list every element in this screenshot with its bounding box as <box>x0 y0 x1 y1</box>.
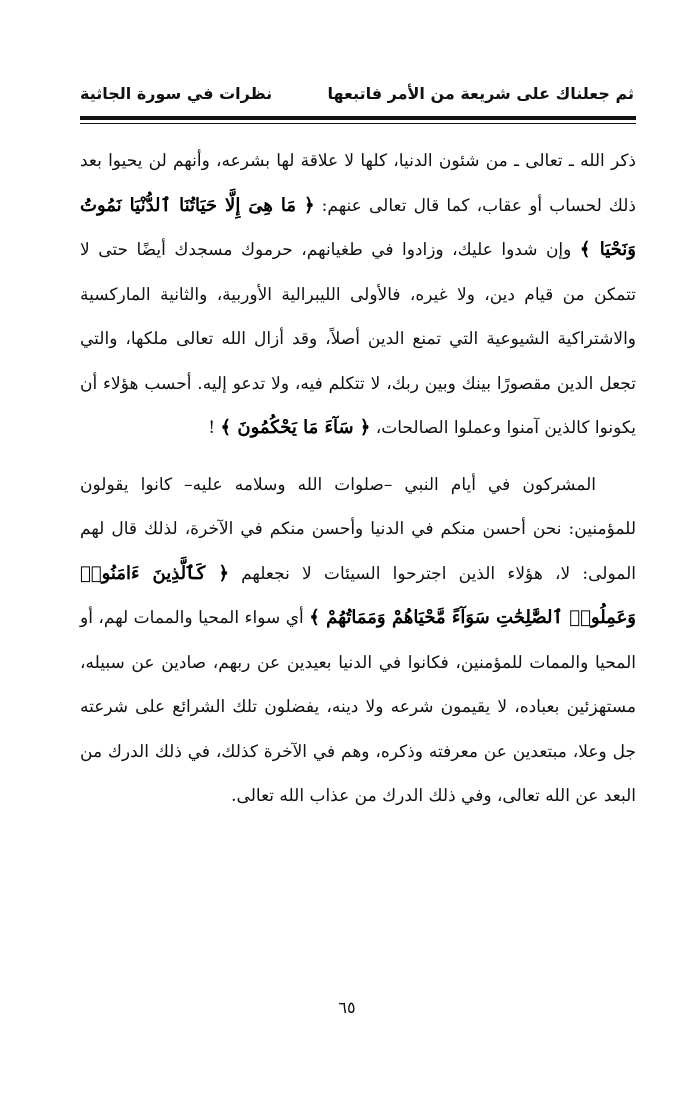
quran-verse: ﴿ مَا هِىَ إِلَّا حَيَاتُنَا ٱلدُّنْيَا نَمُوتُ وَنَحْيَا ﴾ <box>80 194 636 260</box>
header-rule-thick <box>80 116 636 120</box>
text-segment: ذكر الله ـ تعالى ـ من شئون الدنيا، كلها لا علاقة لها بشرعه، وأنهم لن يحيوا بعد ذلك لحساب أو عقاب، كما قال تعالى عنهم: <box>80 151 636 216</box>
chapter-title: ثم جعلناك على شريعة من الأمر فاتبعها <box>327 84 634 103</box>
text-segment: المشركون في أيام النبي –صلوات الله وسلامه عليه– كانوا يقولون للمؤمنين: نحن أحسن منكم في الدنيا وأحسن منكم في الآخرة، لذلك قال لهم المولى: لا، هؤلاء الذين اجترحوا السيئات لا نجعلهم <box>80 474 636 584</box>
paragraph-2 <box>80 463 636 819</box>
book-title: نظرات في سورة الجاثية <box>80 84 273 103</box>
paragraph-1 <box>80 139 636 451</box>
text-segment: وإن شدوا عليك، وزادوا في طغيانهم، حرموك مسجدك أيضًا حتى لا تتمكن من قيام دين، ولا غيره، فالأولى الليبرالية الأوربية، والثانية الماركسية والاشتراكية الشيوعية التي تمنع الدين أصلاً، وقد أزال الله تعالى ملكها، والتي تجعل الدين مقصورًا بينك وبين ربك، لا تتكلم فيه، ولا تدعو إليه. أحسب هؤلاء أن يكونوا كالذين آمنوا وعملوا الصالحات، <box>80 240 636 438</box>
page-number: ٦٥ <box>338 998 356 1017</box>
header-rule-thin <box>80 123 636 124</box>
running-header <box>80 74 634 114</box>
text-segment: أي سواء المحيا والممات لهم، أو المحيا والممات للمؤمنين، فكانوا في الدنيا بعيدين عن ربهم، صادين عن سبيله، مستهزئين بعباده، لا يقيمون شرعه ولا دينه، يفضلون تلك الشرائع على شرعته جل وعلا، مبتعدين عن معرفته وذكره، وهم في الآخرة كذلك، في ذلك الدرك من البعد عن الله تعالى، وفي ذلك الدرك من عذاب الله تعالى. <box>80 608 636 806</box>
body-text <box>80 139 636 819</box>
quran-verse: ﴿ كَٱلَّذِينَ ءَامَنُوا۟ وَعَمِلُوا۟ ٱلصَّٰلِحَٰتِ سَوَآءً مَّحْيَاهُمْ وَمَمَاتُهُمْ ﴾ <box>80 562 636 628</box>
text-segment: ! <box>208 418 221 438</box>
quran-verse: ﴿ سَآءَ مَا يَحْكُمُونَ ﴾ <box>220 417 371 438</box>
